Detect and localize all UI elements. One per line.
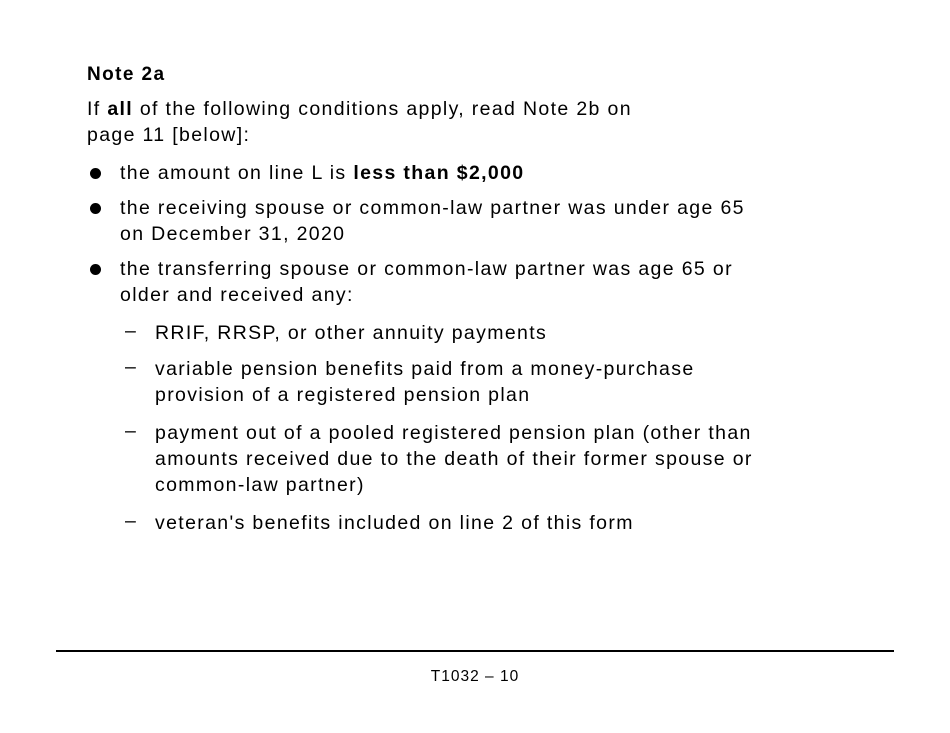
condition-text — [120, 256, 880, 308]
bullet-dot-icon — [90, 168, 101, 179]
note-heading: Note 2a — [87, 64, 166, 85]
payment-type-4-line-1: veteran's benefits included on line 2 of this form — [155, 512, 634, 534]
condition-text — [120, 160, 880, 186]
condition-2-line-2: on December 31, 2020 — [120, 223, 346, 245]
bullet-dot-icon — [90, 203, 101, 214]
intro-line-2: page 11 [below]: — [87, 124, 251, 146]
payment-type-text — [155, 420, 875, 498]
payment-type-text — [155, 510, 875, 536]
payment-type-3-line-3: common-law partner) — [155, 474, 365, 496]
condition-2-line-1: the receiving spouse or common-law partner was under age 65 — [120, 197, 745, 219]
intro-line-1 — [87, 96, 787, 122]
footer-divider — [56, 650, 894, 652]
payment-type-text — [155, 320, 875, 346]
payment-type-2-line-1: variable pension benefits paid from a money-purchase — [155, 358, 695, 380]
condition-3-line-1: the transferring spouse or common-law partner was age 65 or — [120, 258, 733, 280]
payment-type-3-line-2: amounts received due to the death of their former spouse or — [155, 448, 753, 470]
condition-1-text: the amount on line L is — [120, 162, 354, 184]
note-intro — [87, 96, 787, 148]
payment-type-1-line-1: RRIF, RRSP, or other annuity payments — [155, 322, 548, 344]
dash-icon: – — [125, 420, 136, 442]
condition-3-line-2: older and received any: — [120, 284, 354, 306]
intro-prefix: If — [87, 98, 108, 120]
payment-type-text — [155, 356, 875, 408]
condition-text — [120, 195, 880, 247]
dash-icon: – — [125, 320, 136, 342]
dash-icon: – — [125, 356, 136, 378]
intro-line1-rest: of the following conditions apply, read Note 2b on — [133, 98, 632, 120]
page-number: T1032 – 10 — [430, 668, 520, 685]
condition-1-emphasis: less than $2,000 — [353, 162, 525, 184]
intro-emphasis: all — [107, 98, 134, 120]
bullet-dot-icon — [90, 264, 101, 275]
payment-type-3-line-1: payment out of a pooled registered pension plan (other than — [155, 422, 752, 444]
payment-type-2-line-2: provision of a registered pension plan — [155, 384, 531, 406]
dash-icon: – — [125, 510, 136, 532]
